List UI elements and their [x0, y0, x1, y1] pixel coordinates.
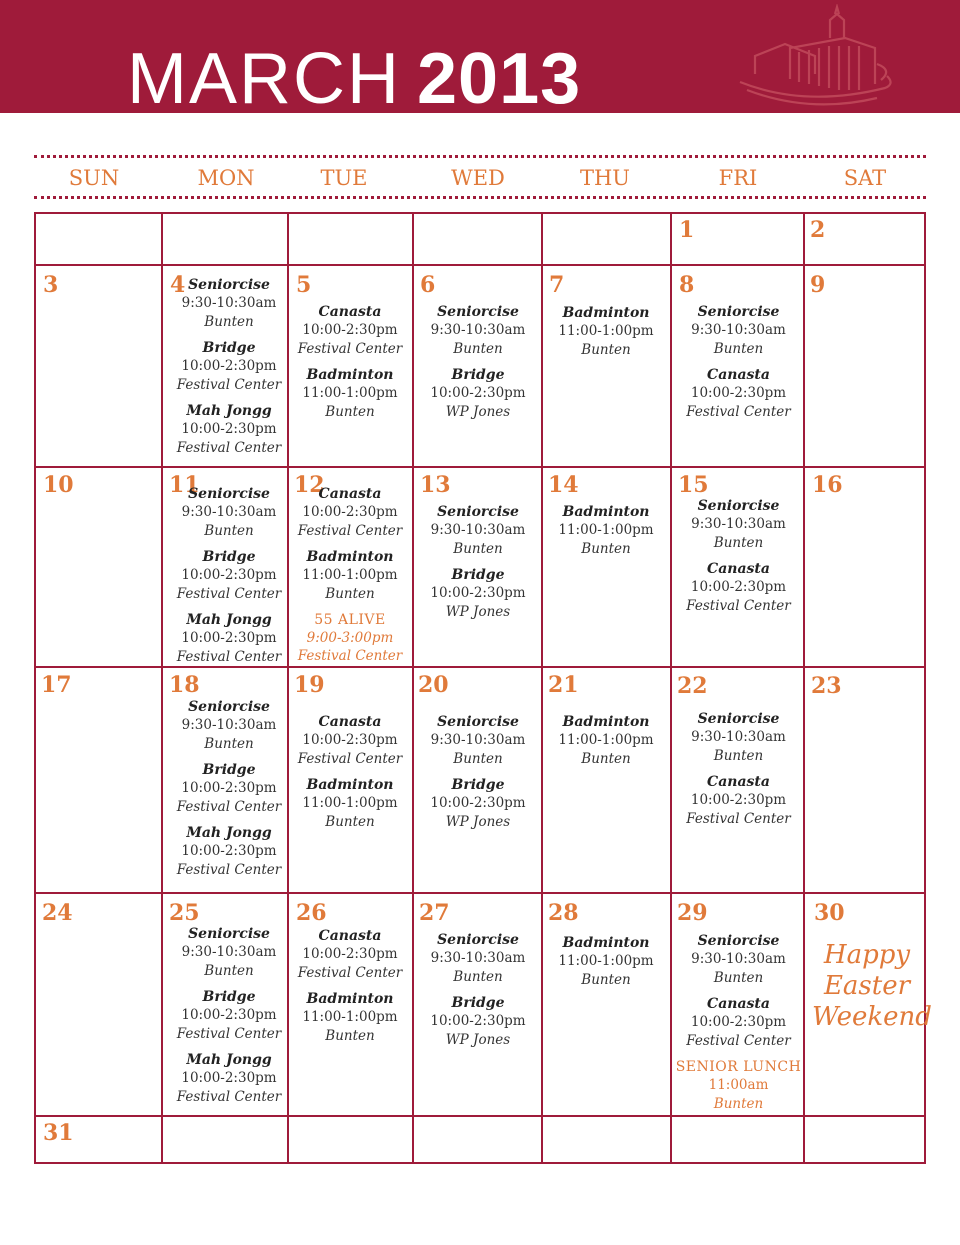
- event-time: 11:00-1:00pm: [558, 323, 654, 339]
- event-time: 9:30-10:30am: [181, 717, 277, 733]
- divider-bottom: [34, 196, 926, 199]
- grid-line: [34, 892, 926, 894]
- event-place: Festival Center: [686, 598, 791, 614]
- grid-line: [34, 1162, 926, 1164]
- event-place: Bunten: [325, 814, 375, 830]
- day-number: 19: [294, 672, 325, 698]
- event-time: 10:00-2:30pm: [302, 732, 398, 748]
- event-place: WP Jones: [445, 814, 511, 830]
- event-place: Bunten: [453, 341, 503, 357]
- day-number: 13: [420, 472, 451, 498]
- event-block: [164, 925, 294, 1106]
- event-block: [289, 927, 411, 1045]
- event-name: Badminton: [306, 991, 394, 1007]
- event-name: Mah Jongg: [186, 825, 272, 841]
- day-number: 5: [296, 272, 312, 298]
- event-name: Canasta: [318, 304, 382, 320]
- event-time: 9:30-10:30am: [181, 295, 277, 311]
- event-block: [543, 713, 669, 768]
- grid-line: [34, 264, 926, 266]
- event-place: Festival Center: [176, 377, 282, 393]
- event-time: 9:30-10:30am: [691, 322, 786, 338]
- event-time: 9:30-10:30am: [691, 729, 786, 745]
- event-time: 10:00-2:30pm: [181, 421, 277, 437]
- event-place: Festival Center: [176, 649, 282, 665]
- day-number: 8: [679, 272, 695, 298]
- event-name: Mah Jongg: [186, 612, 272, 628]
- event-time: 10:00-2:30pm: [430, 385, 526, 401]
- day-number: 26: [296, 900, 327, 926]
- day-number: 4: [170, 272, 186, 298]
- event-name: Canasta: [318, 486, 382, 502]
- event-place: Festival Center: [297, 965, 403, 981]
- event-place: Bunten: [713, 535, 764, 551]
- grid-line: [34, 1115, 926, 1117]
- event-time: 10:00-2:30pm: [302, 946, 398, 962]
- event-place: Festival Center: [176, 862, 282, 878]
- event-name: Badminton: [306, 777, 394, 793]
- event-block: [289, 485, 411, 603]
- event-block-highlight: [672, 1058, 805, 1113]
- weekday-sun: SUN: [68, 166, 120, 190]
- event-name: SENIOR LUNCH: [675, 1059, 802, 1075]
- event-place: Bunten: [204, 314, 254, 330]
- day-number: 30: [814, 900, 845, 926]
- event-name: Bridge: [202, 762, 256, 778]
- event-name: Canasta: [707, 561, 770, 577]
- easter-line: Happy: [823, 940, 911, 970]
- event-place: Bunten: [713, 1096, 764, 1112]
- event-name: Badminton: [562, 714, 650, 730]
- day-number: 17: [41, 672, 72, 698]
- event-time: 11:00am: [708, 1077, 769, 1093]
- event-name: Seniorcise: [437, 304, 519, 320]
- event-name: Seniorcise: [188, 699, 270, 715]
- event-name: Canasta: [318, 928, 382, 944]
- event-place: Bunten: [453, 969, 503, 985]
- grid-line: [161, 212, 163, 1164]
- event-time: 9:30-10:30am: [691, 516, 786, 532]
- event-time: 10:00-2:30pm: [181, 567, 277, 583]
- event-name: Badminton: [562, 935, 650, 951]
- event-place: Bunten: [204, 736, 254, 752]
- event-name: Bridge: [451, 567, 505, 583]
- event-place: Bunten: [581, 541, 631, 557]
- event-place: Bunten: [204, 963, 254, 979]
- event-time: 10:00-2:30pm: [690, 385, 787, 401]
- event-name: Seniorcise: [437, 932, 519, 948]
- event-time: 10:00-2:30pm: [690, 1014, 787, 1030]
- event-name: Seniorcise: [697, 933, 780, 949]
- day-number: 11: [169, 472, 200, 498]
- day-number: 27: [419, 900, 450, 926]
- event-time: 10:00-2:30pm: [430, 1013, 526, 1029]
- event-time: 10:00-2:30pm: [430, 795, 526, 811]
- event-place: Bunten: [453, 541, 503, 557]
- event-name: Badminton: [306, 549, 394, 565]
- event-place: Bunten: [713, 341, 764, 357]
- event-place: Bunten: [713, 748, 764, 764]
- event-name: Badminton: [562, 305, 650, 321]
- day-number: 20: [418, 672, 449, 698]
- day-number: 7: [549, 272, 565, 298]
- event-time: 10:00-2:30pm: [430, 585, 526, 601]
- day-number: 23: [811, 673, 842, 699]
- event-time: 9:30-10:30am: [430, 522, 526, 538]
- easter-greeting: [812, 940, 932, 1033]
- event-block: [672, 710, 805, 828]
- event-place: WP Jones: [445, 404, 511, 420]
- event-block: [289, 713, 411, 831]
- event-place: Festival Center: [297, 751, 403, 767]
- event-place: Bunten: [204, 523, 254, 539]
- event-name: Bridge: [202, 989, 256, 1005]
- event-place: Festival Center: [176, 1089, 282, 1105]
- event-time: 10:00-2:30pm: [181, 843, 277, 859]
- day-number: 1: [679, 217, 695, 243]
- event-time: 10:00-2:30pm: [181, 358, 277, 374]
- weekday-mon: MON: [197, 166, 255, 190]
- event-block: [414, 713, 542, 831]
- event-place: Festival Center: [176, 1026, 282, 1042]
- event-block: [543, 503, 669, 558]
- event-block: [164, 698, 294, 879]
- day-number: 2: [810, 217, 826, 243]
- weekday-tue: TUE: [320, 166, 368, 190]
- event-time: 10:00-2:30pm: [181, 1007, 277, 1023]
- event-name: Seniorcise: [697, 304, 780, 320]
- event-block: [672, 303, 805, 421]
- event-time: 11:00-1:00pm: [302, 385, 398, 401]
- event-name: Badminton: [562, 504, 650, 520]
- event-time: 11:00-1:00pm: [302, 567, 398, 583]
- event-time: 9:30-10:30am: [430, 732, 526, 748]
- event-time: 9:30-10:30am: [430, 950, 526, 966]
- event-place: WP Jones: [445, 1032, 511, 1048]
- day-number: 14: [548, 472, 579, 498]
- event-name: Seniorcise: [697, 711, 780, 727]
- event-place: Bunten: [453, 751, 503, 767]
- event-place: Bunten: [581, 342, 631, 358]
- day-number: 24: [42, 900, 73, 926]
- event-block: [672, 497, 805, 615]
- event-time: 10:00-2:30pm: [690, 579, 787, 595]
- event-place: Festival Center: [297, 523, 403, 539]
- easter-line: Weekend: [812, 1002, 932, 1032]
- event-name: Mah Jongg: [186, 1052, 272, 1068]
- easter-line: Easter: [823, 971, 911, 1001]
- event-place: Bunten: [713, 970, 764, 986]
- event-place: Festival Center: [176, 440, 282, 456]
- weekday-sat: SAT: [843, 166, 887, 190]
- divider-top: [34, 155, 926, 158]
- day-number: 28: [548, 900, 579, 926]
- event-block: [543, 934, 669, 989]
- event-place: Festival Center: [176, 799, 282, 815]
- event-name: Bridge: [451, 995, 505, 1011]
- title-year: 2013: [417, 39, 582, 119]
- building-logo-icon: [735, 4, 895, 110]
- event-block: [414, 503, 542, 621]
- weekday-thu: THU: [579, 166, 631, 190]
- event-time: 10:00-2:30pm: [181, 1070, 277, 1086]
- day-number: 12: [294, 472, 325, 498]
- day-number: 31: [43, 1120, 74, 1146]
- event-time: 10:00-2:30pm: [302, 504, 398, 520]
- event-time: 9:30-10:30am: [430, 322, 526, 338]
- event-place: Bunten: [325, 586, 375, 602]
- event-time: 11:00-1:00pm: [302, 795, 398, 811]
- event-place: Festival Center: [297, 648, 403, 664]
- day-number: 29: [677, 900, 708, 926]
- event-name: Bridge: [202, 549, 256, 565]
- event-place: Festival Center: [297, 341, 403, 357]
- event-name: Seniorcise: [697, 498, 780, 514]
- day-number: 21: [548, 672, 579, 698]
- day-number: 15: [678, 472, 709, 498]
- weekday-wed: WED: [451, 166, 505, 190]
- event-time: 9:00-3:00pm: [306, 630, 394, 646]
- day-number: 25: [169, 900, 200, 926]
- event-time: 11:00-1:00pm: [558, 732, 654, 748]
- event-block-highlight: [289, 611, 411, 665]
- event-place: Festival Center: [176, 586, 282, 602]
- grid-line: [34, 466, 926, 468]
- event-place: Festival Center: [686, 811, 791, 827]
- day-number: 10: [43, 472, 74, 498]
- event-place: WP Jones: [445, 604, 511, 620]
- event-name: Badminton: [306, 367, 394, 383]
- day-number: 9: [810, 272, 826, 298]
- event-block: [543, 304, 669, 359]
- event-place: Bunten: [581, 751, 631, 767]
- day-number: 22: [677, 673, 708, 699]
- day-number: 16: [812, 472, 843, 498]
- event-block: [164, 276, 294, 457]
- day-number: 6: [420, 272, 436, 298]
- title-month: MARCH: [127, 39, 401, 119]
- event-name: Seniorcise: [437, 504, 519, 520]
- event-time: 10:00-2:30pm: [302, 322, 398, 338]
- event-block: [414, 931, 542, 1049]
- event-time: 10:00-2:30pm: [690, 792, 787, 808]
- event-name: Seniorcise: [188, 277, 270, 293]
- event-name: Canasta: [707, 367, 770, 383]
- event-name: Bridge: [451, 367, 505, 383]
- event-block: [289, 303, 411, 421]
- event-time: 9:30-10:30am: [181, 504, 277, 520]
- event-block: [414, 303, 542, 421]
- event-time: 9:30-10:30am: [691, 951, 786, 967]
- event-name: Canasta: [707, 774, 770, 790]
- grid-line: [34, 212, 926, 214]
- grid-line: [34, 666, 926, 668]
- event-name: Canasta: [707, 996, 770, 1012]
- day-number: 3: [43, 272, 59, 298]
- day-number: 18: [169, 672, 200, 698]
- event-block: [164, 485, 294, 666]
- event-place: Bunten: [581, 972, 631, 988]
- event-name: 55 ALIVE: [314, 612, 386, 628]
- event-time: 10:00-2:30pm: [181, 630, 277, 646]
- event-name: Seniorcise: [188, 926, 270, 942]
- event-block: [672, 932, 805, 1050]
- event-name: Bridge: [451, 777, 505, 793]
- event-time: 11:00-1:00pm: [302, 1009, 398, 1025]
- event-name: Seniorcise: [437, 714, 519, 730]
- event-name: Bridge: [202, 340, 256, 356]
- page-title: [127, 38, 581, 118]
- event-name: Mah Jongg: [186, 403, 272, 419]
- grid-line: [34, 212, 36, 1164]
- event-place: Festival Center: [686, 404, 791, 420]
- event-name: Seniorcise: [188, 486, 270, 502]
- event-place: Bunten: [325, 1028, 375, 1044]
- event-place: Festival Center: [686, 1033, 791, 1049]
- event-place: Bunten: [325, 404, 375, 420]
- weekday-fri: FRI: [718, 166, 758, 190]
- event-time: 11:00-1:00pm: [558, 953, 654, 969]
- event-time: 9:30-10:30am: [181, 944, 277, 960]
- event-name: Canasta: [318, 714, 382, 730]
- event-time: 11:00-1:00pm: [558, 522, 654, 538]
- event-time: 10:00-2:30pm: [181, 780, 277, 796]
